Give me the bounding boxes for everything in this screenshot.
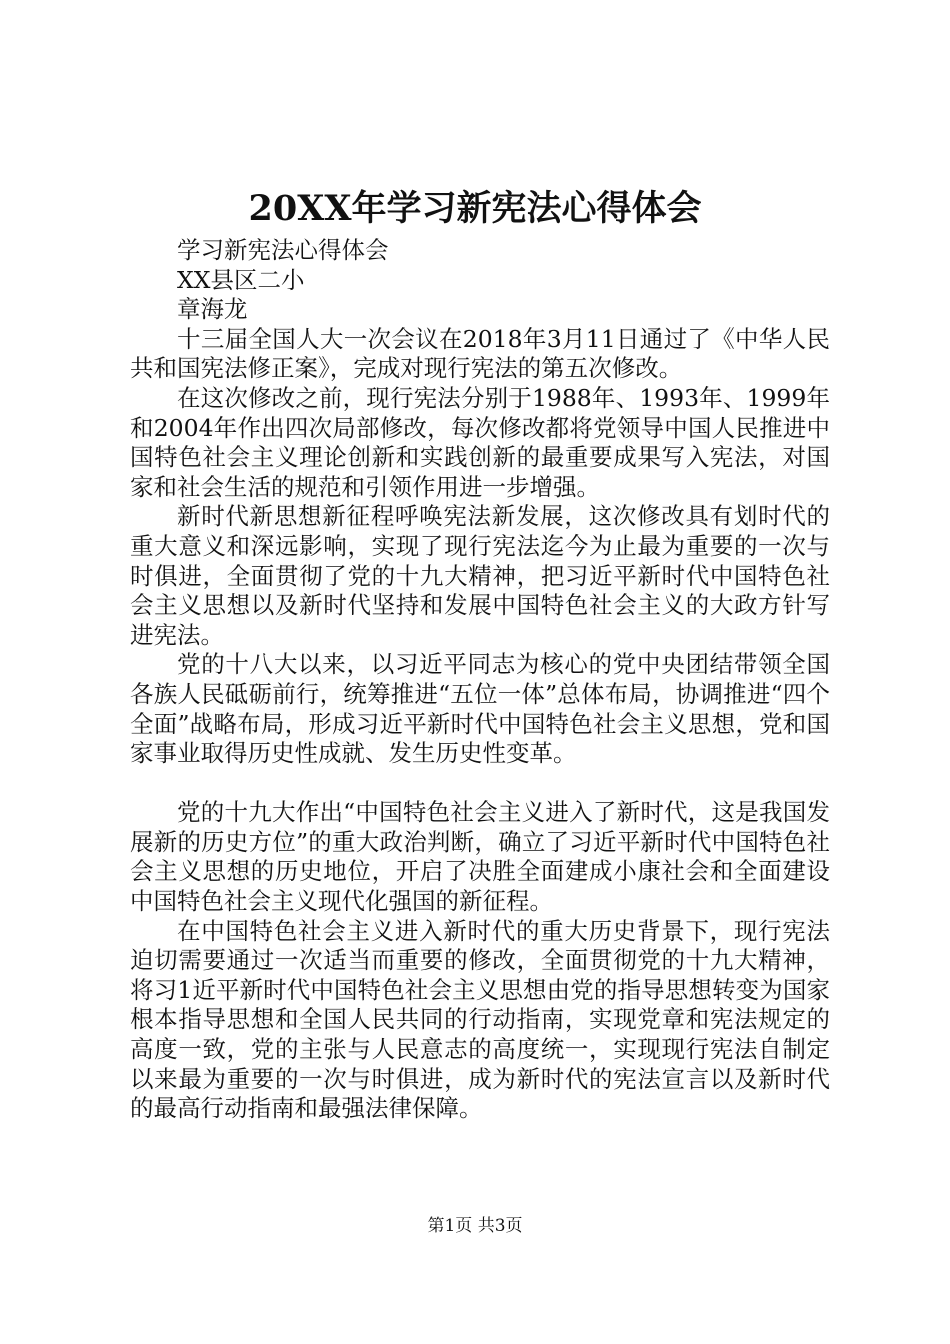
document-body: [130, 236, 830, 1124]
body-paragraph: 新时代新思想新征程呼唤宪法新发展，这次修改具有划时代的重大意义和深远影响，实现了现行宪法迄今为止最为重要的一次与时俱进，全面贯彻了党的十九大精神，把习近平新时代中国特色社会主义思想以及新时代坚持和发展中国特色社会主义的大政方针写进宪法。: [130, 502, 830, 649]
body-paragraph: 十三届全国人大一次会议在2018年3月11日通过了《中华人民共和国宪法修正案》，完成对现行宪法的第五次修改。: [130, 324, 830, 383]
subtitle-line: 学习新宪法心得体会: [177, 236, 389, 264]
page-number-footer: 第1页 共3页: [427, 1216, 523, 1236]
author-line: 章海龙: [177, 295, 248, 324]
body-paragraph: 党的十九大作出“中国特色社会主义进入了新时代，这是我国发展新的历史方位”的重大政治判断，确立了习近平新时代中国特色社会主义思想的历史地位，开启了决胜全面建成小康社会和全面建设中国特色社会主义现代化强国的新征程。: [130, 798, 830, 916]
body-paragraph: 在中国特色社会主义进入新时代的重大历史背景下，现行宪法迫切需要通过一次适当而重要的修改，全面贯彻党的十九大精神，将习1近平新时代中国特色社会主义思想由党的指导思想转变为国家根本指导思想和全国人民共同的行动指南，实现党章和宪法规定的高度一致，党的主张与人民意志的高度统一，实现现行宪法自制定以来最为重要的一次与时俱进，成为新时代的宪法宣言以及新时代的最高行动指南和最强法律保障。: [130, 916, 830, 1123]
school-line: XX县区二小: [177, 265, 305, 294]
body-paragraph: 党的十八大以来，以习近平同志为核心的党中央团结带领全国各族人民砥砺前行，统筹推进“五位一体”总体布局，协调推进“四个全面”战略布局，形成习近平新时代中国特色社会主义思想，党和国家事业取得历史性成就、发生历史性变革。: [130, 650, 830, 768]
body-paragraph: 在这次修改之前，现行宪法分别于1988年、1993年、1999年和2004年作出四次局部修改，每次修改都将党领导中国人民推进中国特色社会主义理论创新和实践创新的最重要成果写入宪法，对国家和社会生活的规范和引领作用进一步增强。: [130, 383, 830, 501]
document-title: 20XX年学习新宪法心得体会: [248, 188, 702, 229]
